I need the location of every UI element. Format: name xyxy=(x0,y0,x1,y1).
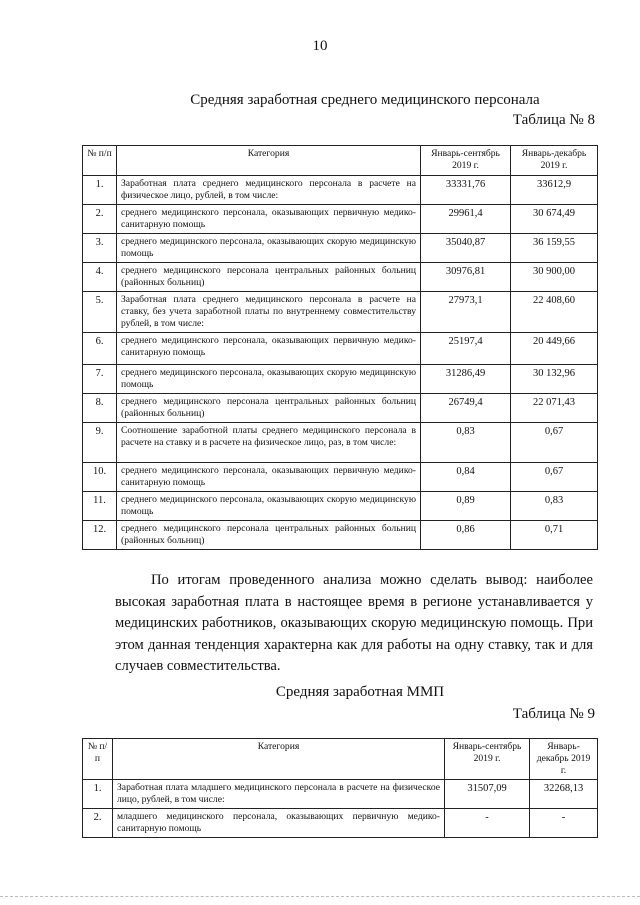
row-category: среднего медицинского персонала центральных районных больниц (районных больниц) xyxy=(117,393,421,422)
row-col1: 0,83 xyxy=(421,422,511,462)
table-8-heading: Средняя заработная среднего медицинского персонала xyxy=(190,92,540,108)
row-category: среднего медицинского персонала, оказывающих скорую медицинскую помощь xyxy=(117,364,421,393)
header-num: № п/п xyxy=(83,146,117,176)
row-category: среднего медицинского персонала, оказывающих первичную медико-санитарную помощь xyxy=(117,205,421,234)
row-col1: 33331,76 xyxy=(421,176,511,205)
row-col2: 22 071,43 xyxy=(511,393,598,422)
header-col1: Январь-сентябрь 2019 г. xyxy=(421,146,511,176)
row-category: среднего медицинского персонала, оказывающих первичную медико-санитарную помощь xyxy=(117,332,421,364)
table-row xyxy=(83,779,598,808)
row-col2: 32268,13 xyxy=(530,779,598,808)
row-col1: 0,86 xyxy=(421,520,511,549)
row-num: 2. xyxy=(83,808,113,837)
page-number: 10 xyxy=(312,38,328,54)
row-col1: 35040,87 xyxy=(421,234,511,263)
table-9-header-row xyxy=(83,739,598,780)
table-row xyxy=(83,205,598,234)
row-num: 11. xyxy=(83,491,117,520)
table-row xyxy=(83,332,598,364)
row-col2: 0,83 xyxy=(511,491,598,520)
row-num: 7. xyxy=(83,364,117,393)
table-9-body xyxy=(83,779,598,837)
row-col2: 22 408,60 xyxy=(511,292,598,333)
row-num: 6. xyxy=(83,332,117,364)
row-col2: 0,71 xyxy=(511,520,598,549)
row-category: Заработная плата среднего медицинского персонала в расчете на ставку, без учета заработной платы по внутреннему совместительству рублей, в том числе: xyxy=(117,292,421,333)
row-col1: 26749,4 xyxy=(421,393,511,422)
row-col1: - xyxy=(445,808,530,837)
table-row xyxy=(83,292,598,333)
row-category: младшего медицинского персонала, оказывающих первичную медико-санитарную помощь xyxy=(113,808,445,837)
row-category: Соотношение заработной платы среднего медицинского персонала в расчете на ставку и в расчете на физическое лицо, раз, в том числе: xyxy=(117,422,421,462)
header-category: Категория xyxy=(113,739,445,780)
row-col1: 29961,4 xyxy=(421,205,511,234)
row-category: среднего медицинского персонала, оказывающих скорую медицинскую помощь xyxy=(117,491,421,520)
conclusion-paragraph: По итогам проведенного анализа можно сделать вывод: наиболее высокая заработная плата в настоящее время в регионе устанавливается у медицинских работников, оказывающих скорую медицинскую помощь. При этом данная тенденция характерна как для работы на одну ставку, так и для случаев совместительства. xyxy=(115,572,593,674)
table-row xyxy=(83,234,598,263)
table-8 xyxy=(82,145,598,550)
row-category: среднего медицинского персонала, оказывающих первичную медико-санитарную помощь xyxy=(117,462,421,491)
header-category: Категория xyxy=(117,146,421,176)
row-col2: 36 159,55 xyxy=(511,234,598,263)
row-num: 8. xyxy=(83,393,117,422)
row-col2: 0,67 xyxy=(511,422,598,462)
row-col1: 30976,81 xyxy=(421,263,511,292)
row-col2: 0,67 xyxy=(511,462,598,491)
row-col1: 27973,1 xyxy=(421,292,511,333)
row-category: среднего медицинского персонала центральных районных больниц (районных больниц) xyxy=(117,263,421,292)
header-col1: Январь-сентябрь 2019 г. xyxy=(445,739,530,780)
header-col2: Январь-декабрь 2019 г. xyxy=(511,146,598,176)
row-num: 9. xyxy=(83,422,117,462)
row-col1: 31286,49 xyxy=(421,364,511,393)
table-9-label: Таблица № 9 xyxy=(512,706,595,722)
row-col2: 33612,9 xyxy=(511,176,598,205)
row-num: 12. xyxy=(83,520,117,549)
row-category: Заработная плата среднего медицинского персонала в расчете на физическое лицо, рублей, в том числе: xyxy=(117,176,421,205)
table-row xyxy=(83,393,598,422)
table-row xyxy=(83,520,598,549)
row-col2: - xyxy=(530,808,598,837)
header-col2: Январь-декабрь 2019 г. xyxy=(530,739,598,780)
row-num: 10. xyxy=(83,462,117,491)
row-category: среднего медицинского персонала центральных районных больниц (районных больниц) xyxy=(117,520,421,549)
row-col1: 0,84 xyxy=(421,462,511,491)
table-8-header-row xyxy=(83,146,598,176)
row-num: 5. xyxy=(83,292,117,333)
row-category: Заработная плата младшего медицинского персонала в расчете на физическое лицо, рублей, в том числе: xyxy=(113,779,445,808)
row-num: 1. xyxy=(83,779,113,808)
table-row xyxy=(83,263,598,292)
header-num: № п/п xyxy=(83,739,113,780)
table-row xyxy=(83,176,598,205)
row-col2: 30 900,00 xyxy=(511,263,598,292)
row-col1: 31507,09 xyxy=(445,779,530,808)
page-bottom-edge xyxy=(0,896,640,897)
row-col1: 25197,4 xyxy=(421,332,511,364)
row-category: среднего медицинского персонала, оказывающих скорую медицинскую помощь xyxy=(117,234,421,263)
row-col1: 0,89 xyxy=(421,491,511,520)
table-row xyxy=(83,364,598,393)
table-9 xyxy=(82,738,598,838)
row-num: 2. xyxy=(83,205,117,234)
row-col2: 20 449,66 xyxy=(511,332,598,364)
row-num: 3. xyxy=(83,234,117,263)
table-9-heading: Средняя заработная ММП xyxy=(275,684,445,700)
table-8-body xyxy=(83,176,598,550)
row-col2: 30 132,96 xyxy=(511,364,598,393)
table-8-label: Таблица № 8 xyxy=(512,112,595,128)
row-num: 1. xyxy=(83,176,117,205)
row-col2: 30 674,49 xyxy=(511,205,598,234)
row-num: 4. xyxy=(83,263,117,292)
table-row xyxy=(83,422,598,462)
table-row xyxy=(83,808,598,837)
table-row xyxy=(83,491,598,520)
table-row xyxy=(83,462,598,491)
